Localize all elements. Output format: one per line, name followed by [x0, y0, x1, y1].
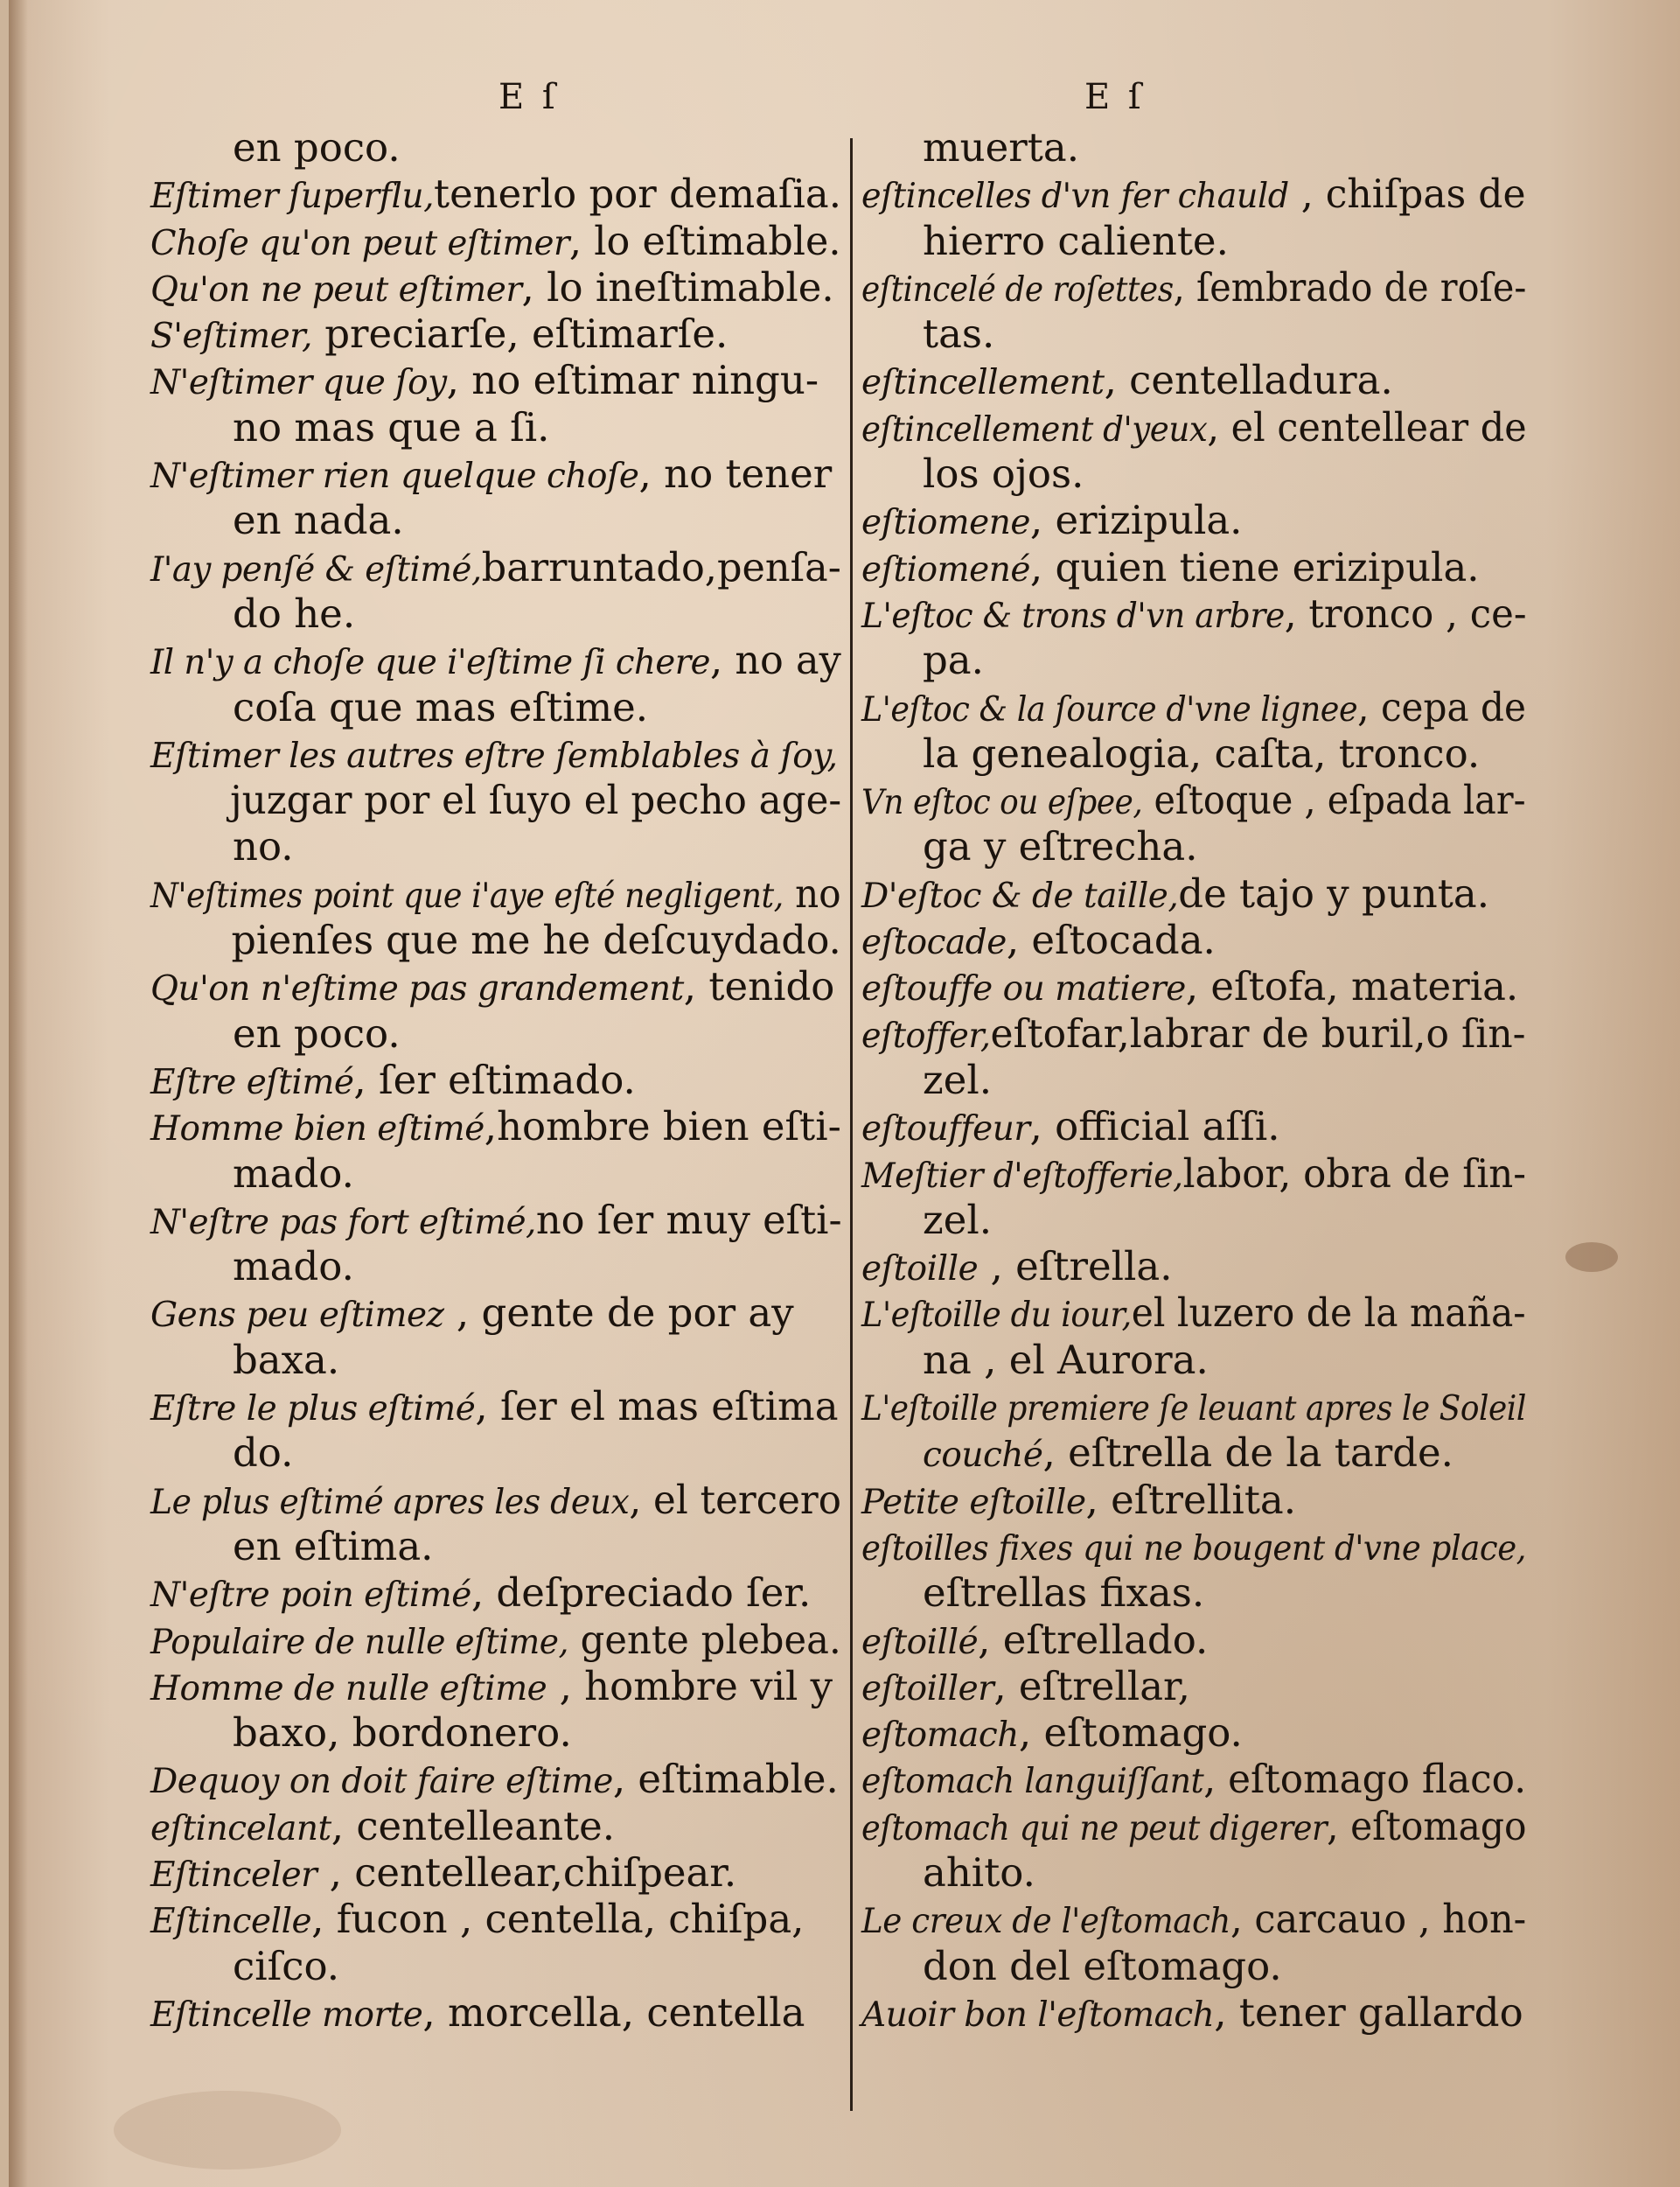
french-headword: eſtoillé: [861, 1622, 979, 1662]
entry-line: [861, 1849, 1526, 1896]
entry-line: [150, 264, 841, 311]
entry-line: [861, 1149, 1527, 1197]
spanish-gloss: en poco.: [233, 124, 401, 171]
french-headword: Choſe qu'on peut eſtimer: [150, 223, 569, 263]
french-headword: Il n'y a choſe que i'eſtime ſi chere: [150, 643, 711, 683]
entry-line: [861, 637, 1526, 683]
french-headword: I'ay penſé & eſtimé,: [150, 549, 482, 590]
french-headword: couché: [923, 1436, 1043, 1476]
french-headword: L'eſtoc & trons d'vn arbre: [861, 596, 1285, 636]
french-headword: Eſtre le plus eſtimé: [150, 1389, 476, 1429]
spanish-gloss: baxo, bordonero.: [233, 1709, 572, 1757]
spanish-gloss: , eſtimable.: [612, 1756, 839, 1803]
french-headword: eſtincellement: [861, 363, 1105, 403]
entry-line: [150, 1010, 841, 1057]
french-headword: Le creux de l'eſtomach: [861, 1902, 1230, 1942]
french-headword: Eſtimer ſuperflu,: [150, 177, 435, 217]
spanish-gloss: , el centellear de: [1207, 403, 1527, 451]
spanish-gloss: zel.: [923, 1056, 993, 1103]
entry-line: [861, 1943, 1526, 1989]
entry-line: [861, 1103, 1526, 1149]
french-headword: eſtincellement d'yeux: [861, 409, 1208, 450]
french-headword: Eſtincelle: [150, 1902, 312, 1942]
french-headword: eſtiomene: [861, 503, 1030, 543]
spanish-gloss: , ſembrado de roſe-: [1173, 263, 1527, 311]
french-headword: eſtoille: [861, 1249, 979, 1289]
spanish-gloss: , morcella, centella: [422, 1988, 805, 2036]
entry-line: [150, 1057, 841, 1103]
entry-line: [861, 1523, 1526, 1569]
spanish-gloss: ga y eſtrecha.: [923, 823, 1198, 870]
entry-line: [150, 1429, 841, 1476]
french-headword: N'eſtimer rien quelque choſe: [150, 457, 639, 497]
spanish-gloss: , fucon , centella, chiſpa,: [311, 1896, 805, 1943]
spanish-gloss: , centellear,chiſpear.: [317, 1848, 737, 1896]
entry-line: [150, 1616, 841, 1663]
entry-line: [150, 1383, 841, 1429]
entry-line: [861, 1057, 1526, 1103]
entry-line: [150, 1943, 841, 1989]
spanish-gloss: , eſtomago: [1327, 1802, 1527, 1849]
running-header-right: E ſ: [1084, 77, 1145, 117]
french-headword: L'eſtoille du iour,: [861, 1296, 1132, 1336]
entry-line: [861, 1756, 1527, 1803]
spanish-gloss: , lo eſtimable.: [568, 217, 841, 264]
spanish-gloss: , eſtofa, materia.: [1185, 963, 1519, 1010]
entry-line: [150, 777, 842, 824]
spanish-gloss: , centelladura.: [1104, 357, 1393, 404]
spanish-gloss: en eſtima.: [233, 1522, 434, 1569]
spanish-gloss: pa.: [923, 637, 984, 684]
spanish-gloss: no mas que a ſi.: [233, 403, 550, 451]
entry-line: [861, 1289, 1526, 1337]
column-divider: [850, 138, 853, 2111]
page-edge-shadow: [9, 0, 28, 2187]
spanish-gloss: , tronco , ce-: [1284, 590, 1527, 637]
entry-line: [861, 1337, 1526, 1383]
spanish-gloss: preciarſe, eſtimarſe.: [311, 311, 728, 358]
entry-line: [861, 357, 1526, 403]
french-headword: Meſtier d'eſtofferie,: [861, 1156, 1183, 1196]
french-headword: Eſtincelle morte: [150, 1995, 423, 2035]
spanish-gloss: no: [783, 870, 841, 917]
entry-line: [150, 1989, 841, 2036]
spanish-gloss: , eſtrella.: [978, 1243, 1173, 1290]
french-headword: L'eſtoille premiere ſe leuant apres le Soleil: [861, 1389, 1526, 1429]
french-headword: eſtomach: [861, 1715, 1019, 1756]
entry-line: [861, 823, 1526, 870]
right-column: [861, 124, 1526, 2036]
entry-line: [150, 1476, 841, 1523]
spanish-gloss: tenerlo por demaſia.: [434, 171, 842, 218]
french-headword: eſtomach languiſſant: [861, 1762, 1204, 1802]
entry-line: [861, 124, 1526, 171]
entry-line: [150, 1569, 841, 1616]
french-headword: eſtiomené: [861, 549, 1030, 590]
entry-line: [150, 1103, 840, 1149]
entry-line: [861, 1802, 1527, 1849]
entry-line: [150, 311, 841, 357]
entry-line: [861, 963, 1526, 1010]
french-headword: eſtoffer,: [861, 1016, 991, 1056]
left-column: [150, 124, 841, 2036]
spanish-gloss: labor, obra de ſin-: [1182, 1149, 1527, 1197]
french-headword: eſtincelé de roſettes: [861, 269, 1174, 310]
french-headword: eſtincelles d'vn fer chauld: [861, 177, 1289, 217]
french-headword: eſtouffe ou matiere: [861, 969, 1186, 1010]
spanish-gloss: , ſer eſtimado.: [353, 1056, 636, 1103]
spanish-gloss: pienſes que me he deſcuydado.: [231, 917, 841, 964]
spanish-gloss: , lo ineſtimable.: [521, 263, 834, 311]
french-headword: eſtouffeur: [861, 1109, 1030, 1149]
entry-line: [150, 1803, 841, 1849]
french-headword: Populaire de nulle eſtime,: [150, 1622, 568, 1662]
entry-line: [150, 1150, 841, 1197]
entry-line: [150, 357, 841, 403]
spanish-gloss: eſtrellas fixas.: [923, 1569, 1205, 1617]
entry-line: [861, 1569, 1526, 1616]
entry-line: [150, 684, 841, 730]
spanish-gloss: ciſco.: [233, 1942, 340, 1989]
entry-line: [150, 217, 841, 264]
french-headword: Vn eſtoc ou eſpee,: [861, 783, 1143, 823]
french-headword: Homme bien eſtimé: [150, 1109, 484, 1149]
entry-line: [861, 870, 1526, 917]
entry-line: [861, 1989, 1526, 2036]
entry-line: [150, 1756, 841, 1802]
entry-line: [150, 917, 841, 964]
entry-line: [861, 777, 1526, 824]
entry-line: [861, 311, 1526, 357]
entry-line: [150, 823, 841, 870]
spanish-gloss: , gente de por ay: [443, 1289, 794, 1337]
spanish-gloss: do.: [233, 1429, 294, 1477]
entry-line: [150, 870, 841, 917]
spanish-gloss: , deſpreciado ſer.: [471, 1569, 812, 1617]
french-headword: Eſtre eſtimé: [150, 1062, 354, 1102]
spanish-gloss: , eſtrellado.: [978, 1616, 1209, 1663]
entry-line: [861, 683, 1526, 730]
running-header-left: E ſ: [498, 77, 559, 117]
spanish-gloss: eſtoque , eſpada lar-: [1142, 777, 1526, 824]
entry-line: [861, 497, 1526, 543]
entry-line: [150, 543, 841, 590]
french-headword: N'eſtimes point que i'aye eſté negligent,: [150, 876, 784, 916]
entry-line: [150, 1709, 841, 1756]
entry-line: [150, 497, 841, 543]
spanish-gloss: , eſtocada.: [1006, 917, 1216, 964]
spanish-gloss: , erizipula.: [1029, 497, 1243, 544]
entry-line: [150, 637, 841, 684]
entry-line: [861, 263, 1527, 311]
entry-line: [150, 1337, 841, 1383]
spanish-gloss: gente plebea.: [568, 1616, 841, 1663]
entry-line: [861, 1010, 1526, 1057]
book-page: [9, 0, 1680, 2187]
french-headword: eſtoiller: [861, 1668, 994, 1708]
spanish-gloss: coſa que mas eſtime.: [233, 683, 649, 730]
entry-line: [861, 1243, 1526, 1289]
entry-line: [861, 1197, 1526, 1243]
spanish-gloss: no ſer muy eſti-: [535, 1196, 842, 1243]
spanish-gloss: , quien tiene erizipula.: [1029, 543, 1480, 590]
entry-line: [150, 124, 841, 171]
spanish-gloss: , eſtrellita.: [1085, 1476, 1297, 1523]
entry-line: [150, 451, 841, 497]
spanish-gloss: en nada.: [233, 497, 404, 544]
entry-line: [150, 730, 841, 777]
french-headword: Dequoy on doit faire eſtime: [150, 1762, 613, 1802]
french-headword: Homme de nulle eſtime: [150, 1668, 547, 1708]
entry-line: [150, 590, 841, 637]
spanish-gloss: , eſtrellar,: [993, 1662, 1190, 1709]
spanish-gloss: do he.: [233, 590, 356, 637]
paper-stain: [1565, 1242, 1618, 1272]
entry-line: [861, 1896, 1527, 1943]
spanish-gloss: ahito.: [923, 1848, 1035, 1896]
spanish-gloss: , cepa de: [1357, 683, 1526, 730]
french-headword: Eſtinceler: [150, 1855, 317, 1895]
spanish-gloss: baxa.: [233, 1336, 340, 1383]
spanish-gloss: mado.: [233, 1149, 354, 1197]
entry-line: [861, 544, 1526, 590]
entry-line: [861, 1709, 1526, 1756]
french-headword: L'eſtoc & la ſource d'vne lignee: [861, 689, 1358, 730]
french-headword: N'eſtre pas fort eſtimé,: [150, 1202, 536, 1242]
spanish-gloss: eſtofar,labrar de buril,o ſin-: [990, 1010, 1526, 1057]
entry-line: [861, 171, 1526, 218]
spanish-gloss: ,hombre bien eſti-: [484, 1103, 841, 1150]
entry-line: [861, 590, 1527, 637]
spanish-gloss: , centelleante.: [331, 1802, 616, 1849]
spanish-gloss: , carcauo , hon-: [1230, 1896, 1527, 1943]
spanish-gloss: de tajo y punta.: [1178, 870, 1489, 917]
french-headword: eſtomach qui ne peut digerer: [861, 1808, 1328, 1848]
entry-line: [861, 403, 1527, 451]
spanish-gloss: muerta.: [923, 124, 1080, 171]
spanish-gloss: en poco.: [233, 1010, 401, 1057]
french-headword: eſtocade: [861, 923, 1007, 963]
french-headword: Qu'on ne peut eſtimer: [150, 269, 522, 310]
spanish-gloss: , no eſtimar ningu-: [446, 357, 819, 404]
spanish-gloss: , chiſpas de: [1288, 171, 1526, 218]
paper-stain: [114, 2091, 341, 2170]
spanish-gloss: , official aſſi.: [1029, 1103, 1280, 1150]
spanish-gloss: , eſtrella de la tarde.: [1042, 1429, 1453, 1477]
french-headword: Le plus eſtimé apres les deux: [150, 1482, 630, 1522]
spanish-gloss: zel.: [923, 1196, 993, 1243]
entry-line: [150, 1289, 841, 1336]
spanish-gloss: , eſtomago.: [1018, 1709, 1243, 1757]
french-headword: eſtincelant: [150, 1808, 331, 1848]
spanish-gloss: tas.: [923, 311, 995, 358]
french-headword: Eſtimer les autres eſtre ſemblables à ſoy,: [150, 736, 838, 776]
french-headword: eſtoilles fixes qui ne bougent d'vne place,: [861, 1528, 1526, 1569]
entry-line: [861, 1477, 1526, 1523]
entry-line: [150, 1523, 841, 1569]
spanish-gloss: , el tercero: [629, 1476, 841, 1523]
spanish-gloss: el luzero de la maña-: [1131, 1289, 1526, 1337]
french-headword: N'eſtre poin eſtimé: [150, 1576, 471, 1616]
french-headword: D'eſtoc & de taille,: [861, 876, 1179, 916]
spanish-gloss: , hombre vil y: [547, 1662, 833, 1709]
entry-line: [861, 1429, 1526, 1476]
entry-line: [861, 1617, 1526, 1663]
french-headword: S'eſtimer,: [150, 317, 312, 357]
french-headword: Gens peu eſtimez: [150, 1296, 444, 1336]
spanish-gloss: la genealogia, caſta, tronco.: [923, 730, 1481, 777]
spanish-gloss: no.: [233, 823, 294, 870]
entry-line: [150, 171, 840, 217]
french-headword: Qu'on n'eſtime pas grandement: [150, 969, 684, 1010]
spanish-gloss: mado.: [233, 1243, 354, 1290]
spanish-gloss: , eſtomago flaco.: [1203, 1756, 1527, 1803]
spanish-gloss: , tenido: [683, 963, 835, 1010]
entry-line: [150, 1849, 841, 1896]
french-headword: N'eſtimer que ſoy: [150, 363, 447, 403]
french-headword: Auoir bon l'eſtomach: [861, 1995, 1215, 2035]
spanish-gloss: juzgar por el ſuyo el pecho age-: [230, 777, 842, 824]
spanish-gloss: don del eſtomago.: [923, 1942, 1282, 1989]
entry-line: [861, 218, 1526, 264]
spanish-gloss: , ſer el mas eſtima: [475, 1383, 839, 1430]
entry-line: [861, 1663, 1526, 1709]
entry-line: [861, 451, 1526, 497]
entry-line: [150, 1663, 841, 1709]
entry-line: [150, 1896, 841, 1942]
spanish-gloss: barruntado,penſa-: [481, 543, 841, 590]
spanish-gloss: , tener gallardo: [1214, 1988, 1523, 2036]
spanish-gloss: , no ay: [710, 637, 841, 684]
entry-line: [861, 917, 1526, 963]
entry-line: [150, 1243, 841, 1289]
entry-line: [150, 1196, 842, 1243]
entry-line: [150, 963, 841, 1010]
spanish-gloss: los ojos.: [923, 451, 1084, 498]
entry-line: [150, 404, 841, 451]
spanish-gloss: , no tener: [638, 451, 833, 498]
french-headword: Petite eſtoille: [861, 1482, 1086, 1522]
spanish-gloss: na , el Aurora.: [923, 1336, 1209, 1383]
entry-line: [861, 1383, 1526, 1429]
spanish-gloss: hierro caliente.: [923, 217, 1229, 264]
entry-line: [861, 730, 1526, 777]
